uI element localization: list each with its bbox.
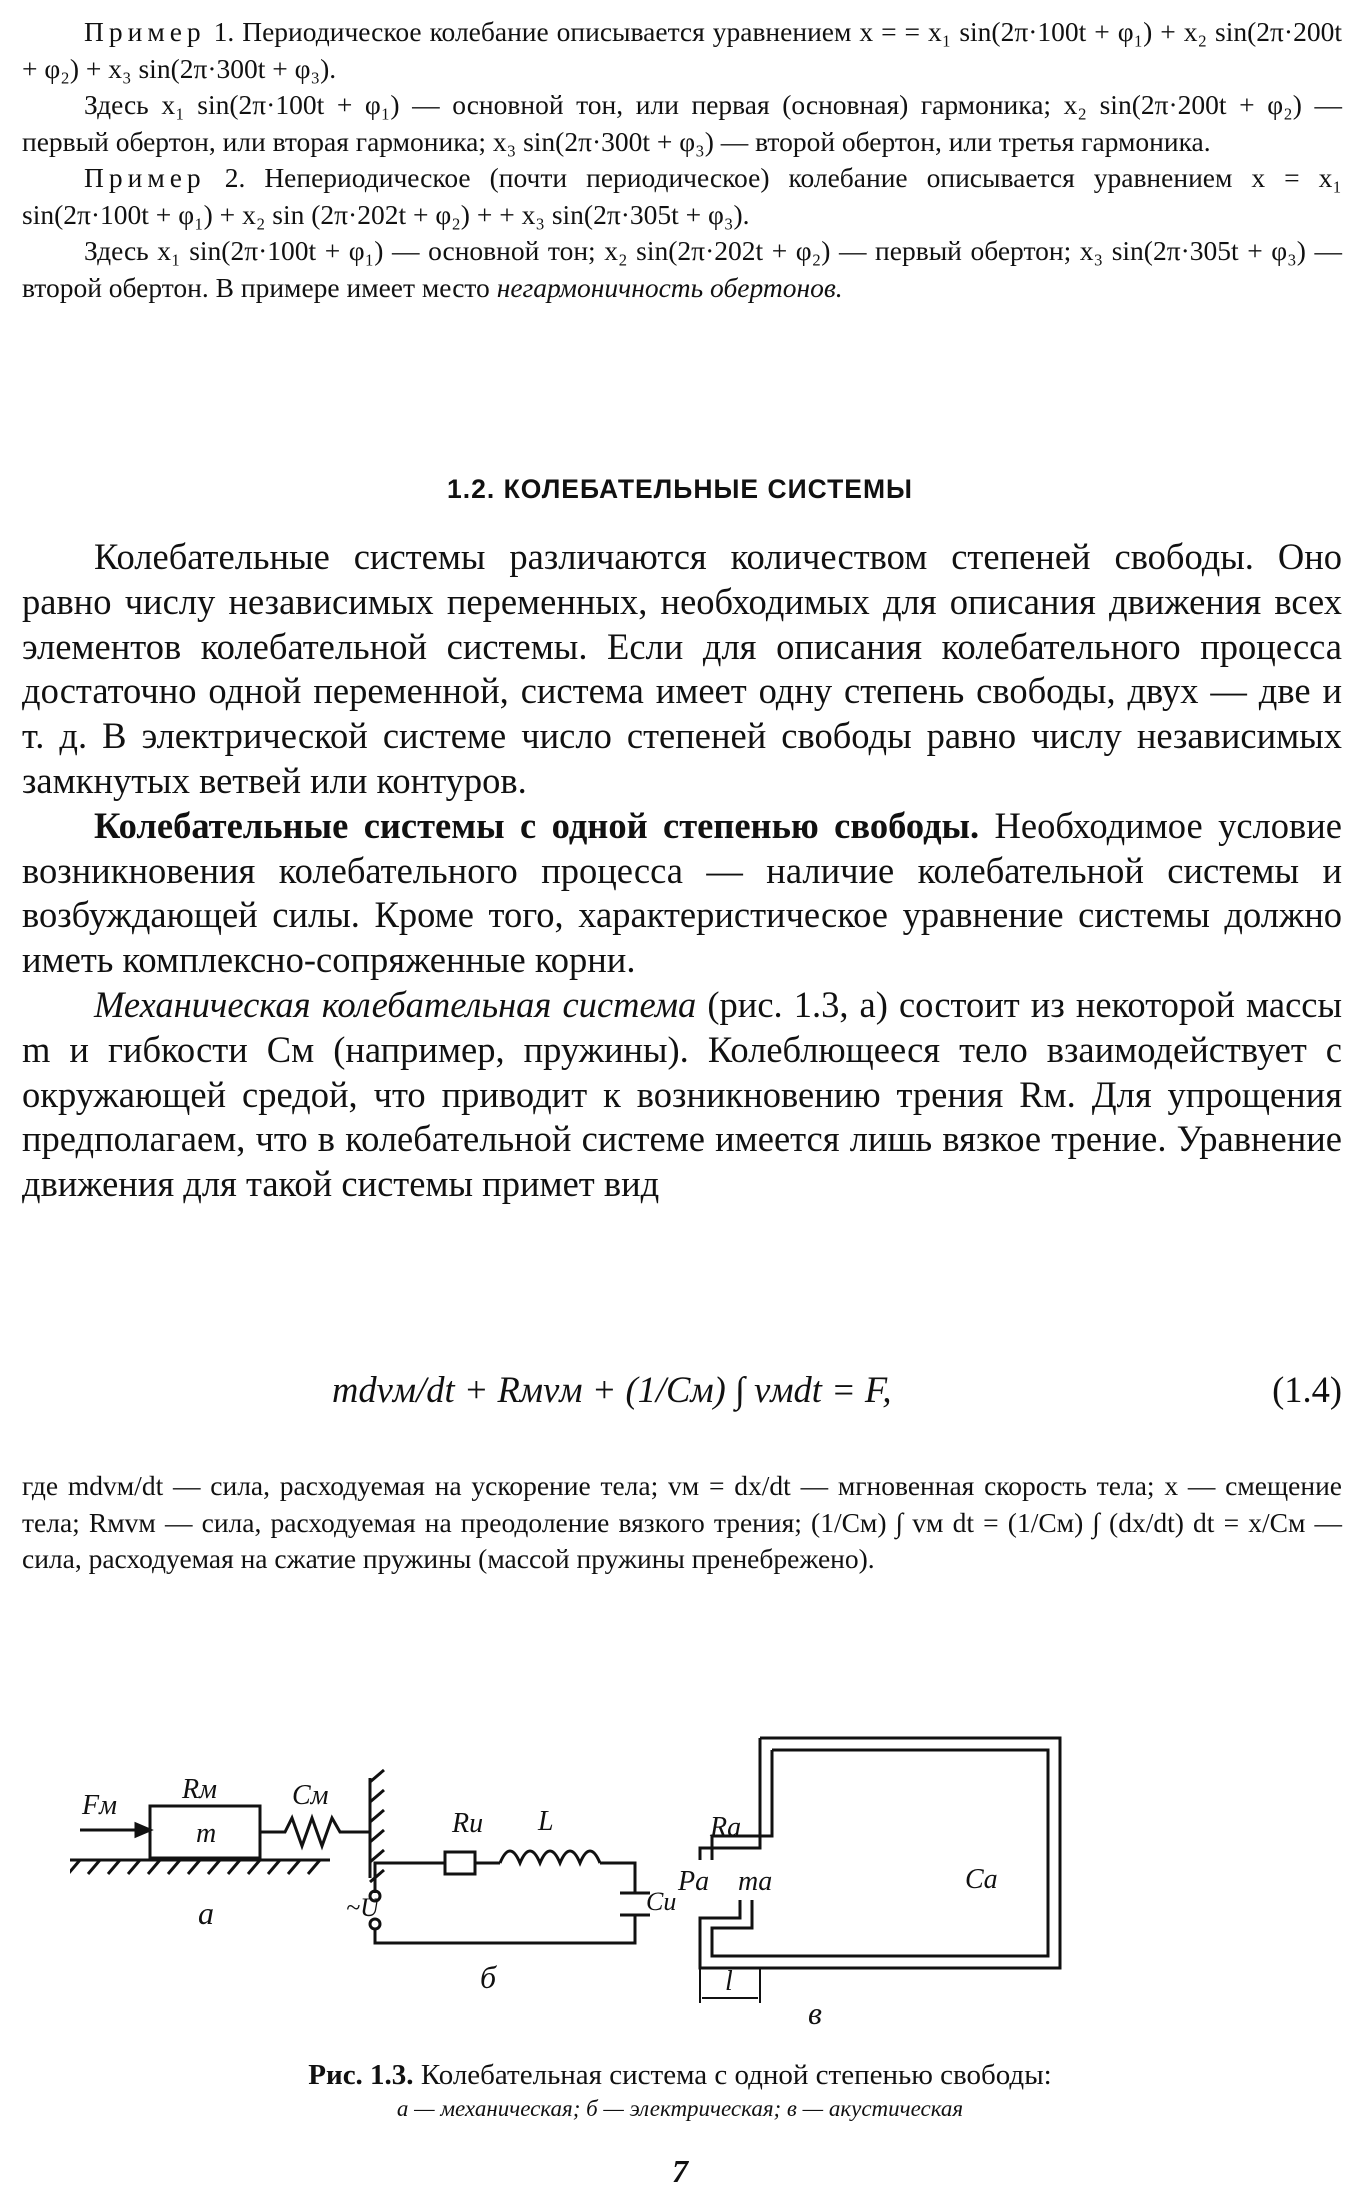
electrical-system-diagram <box>346 1806 676 1995</box>
caption-subtitle: а — механическая; б — электрическая; в — акустическая <box>396 2096 964 2121</box>
label-acoustic-friction: Ra <box>710 1812 742 1843</box>
equation-1-4 <box>22 1360 1342 1430</box>
paragraph-2-text: Необходимое условие возникновения колебательного процесса — наличие колебательной системы и возбуждающей силы. Кроме того, характеристическое уравнение системы должно иметь комплексно-сопряженные корни. <box>22 804 1342 981</box>
label-resistor: Rи <box>452 1808 484 1839</box>
examples-block <box>22 14 1342 306</box>
figure-1-3 <box>70 1718 1340 2048</box>
paragraph-2 <box>22 804 1342 983</box>
example-2-label: Пример <box>84 162 206 193</box>
spring <box>260 1818 370 1846</box>
force-arrow-head <box>136 1824 150 1836</box>
paragraph-3-text: (рис. 1.3, а) состоит из некоторой массы m и гибкости Cм (например, пружины). Колеблющееся тело взаимодействует с окружающей средой, что приводит к возникновению трения Rм. Для упрощения предполагаем, что в колебательной системе имеется лишь вязкое трение. Уравнение движения для такой системы примет вид <box>22 983 1342 1205</box>
label-tag-v: в <box>808 1995 822 2031</box>
explanation-text: где mdvм/dt — сила, расходуемая на ускорение тела; vм = dx/dt — мгновенная скорость тела; x — смещение тела; Rмvм — сила, расходуемая на преодоление вязкого трения; (1/Cм) ∫ vм dt = (1/Cм) ∫ (dx/dt) dt = x/Cм — сила, расходуемая на сжатие пружины (массой пружины пренебрежено). <box>22 1470 1342 1574</box>
circuit-wire <box>375 1863 635 1943</box>
caption-title <box>0 2058 1360 2092</box>
figure-caption <box>0 2058 1360 2126</box>
label-compliance: Ca <box>965 1864 998 1895</box>
label-capacitor: Cи <box>646 1887 677 1916</box>
equation-body: mdvм/dt + Rмvм + (1/Cм) ∫ vмdt = F, <box>332 1369 892 1410</box>
example-2-text: 2. Непериодическое (почти периодическое) колебание описывается уравнением x = x₁ sin(2π·100t + φ₁) + x₂ sin (2π·202t + φ₂) + + x₃ sin(2π·305t + φ₃). <box>22 162 1342 230</box>
resonator-outer-wall <box>700 1738 1060 1968</box>
example-1-text: 1. Периодическое колебание описывается уравнением x = = x₁ sin(2π·100t + φ₁) + x₂ sin(2π·200t + φ₂) + x₃ sin(2π·300t + φ₃). <box>22 16 1342 84</box>
inductor <box>500 1851 600 1863</box>
section-heading: 1.2. КОЛЕБАТЕЛЬНЫЕ СИСТЕМЫ <box>447 474 913 504</box>
label-pressure: Pa <box>678 1866 710 1897</box>
paragraph-1: Колебательные системы различаются количеством степеней свободы. Оно равно числу независимых переменных, необходимых для описания движения всех элементов колебательной системы. Если для описания колебательного процесса достаточно одной переменной, система имеет одну степень свободы, двух — две и т. д. В электрической системе число степеней свободы равно числу независимых замкнутых ветвей или контуров. <box>22 536 1342 801</box>
section-body <box>22 535 1342 1207</box>
label-source: ~U <box>346 1893 379 1922</box>
label-acoustic-mass: ma <box>738 1866 773 1897</box>
acoustic-system-diagram <box>677 1738 1060 2031</box>
example-2-detail <box>22 233 1342 306</box>
mechanical-system-diagram <box>70 1770 384 1931</box>
example-1-detail: Здесь x₁ sin(2π·100t + φ₁) — основной тон, или первая (основная) гармоника; x₂ sin(2π·200t + φ₂) — первый обертон, или вторая гармоника; x₃ sin(2π·300t + φ₃) — второй обертон, или третья гармоника. <box>22 89 1342 157</box>
label-force: Fм <box>82 1790 117 1821</box>
resonator-inner-wall <box>712 1750 1048 1956</box>
label-mass: m <box>196 1818 217 1849</box>
label-tag-b: б <box>480 1959 497 1995</box>
example-2-detail-text: Здесь x₁ sin(2π·100t + φ₁) — основной тон; x₂ sin(2π·202t + φ₂) — первый обертон; x₃ sin(2π·305t + φ₃) — второй обертон. В примере имеет место <box>22 235 1342 303</box>
paragraph-2-bold: Колебательные системы с одной степенью свободы. <box>94 804 980 846</box>
resistor <box>445 1852 475 1874</box>
page-number: 7 <box>672 2153 688 2189</box>
example-1 <box>22 14 1342 87</box>
equation-number: (1.4) <box>1272 1369 1342 1410</box>
example-2 <box>22 160 1342 233</box>
equation-explanation <box>22 1468 1342 1578</box>
label-tag-a: а <box>198 1895 214 1931</box>
paragraph-3-italic: Механическая колебательная система <box>94 983 697 1025</box>
ground-hatch <box>70 1860 320 1874</box>
wall-hatch <box>370 1770 384 1882</box>
label-inductor: L <box>538 1806 554 1837</box>
example-2-detail-italic: негармоничность обертонов. <box>496 271 843 303</box>
caption-title-text: Колебательная система с одной степенью свободы: <box>413 2059 1052 2091</box>
label-friction: Rм <box>182 1774 217 1805</box>
paragraph-3 <box>22 983 1342 1207</box>
label-spring: Cм <box>292 1780 329 1811</box>
caption-title-bold: Рис. 1.3. <box>308 2059 414 2091</box>
example-1-label: Пример <box>84 16 206 47</box>
label-length: l <box>725 1966 733 1997</box>
